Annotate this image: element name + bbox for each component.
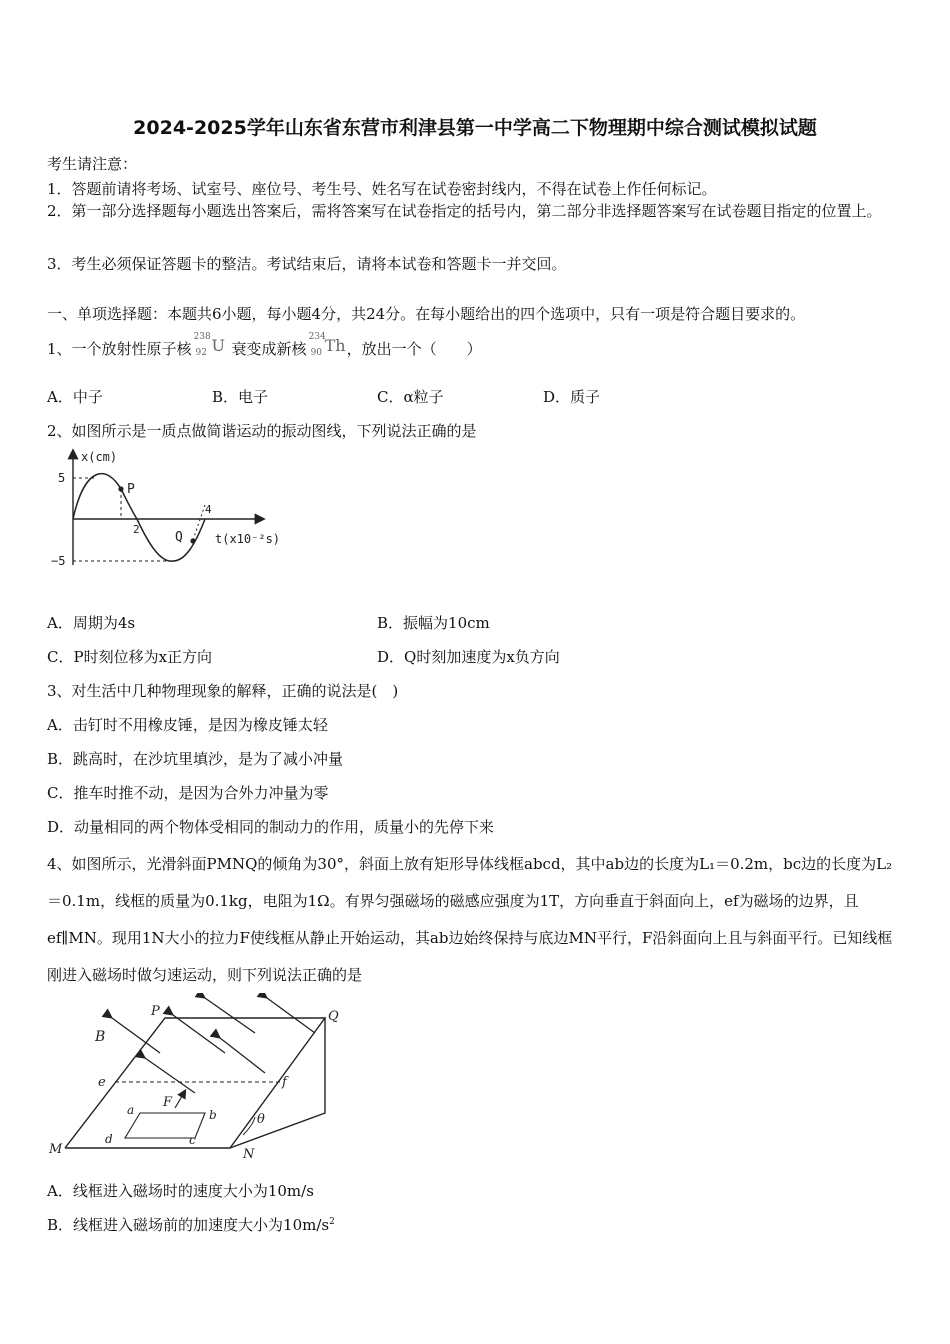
label-f: f bbox=[282, 1075, 287, 1090]
label-c: c bbox=[189, 1133, 196, 1147]
label-b-field: B bbox=[95, 1029, 106, 1045]
section-heading: 一、单项选择题：本题共6小题，每小题4分，共24分。在每小题给出的四个选项中，只有一项是符合题目要求的。 bbox=[47, 305, 806, 323]
angle-arc bbox=[243, 1117, 255, 1135]
force-arrow bbox=[175, 1091, 185, 1108]
q1-text-post: ，放出一个（ ） bbox=[346, 340, 482, 358]
label-p: P bbox=[151, 1004, 160, 1019]
q1-option-c: C．α粒子 bbox=[377, 388, 444, 406]
field-line-6 bbox=[145, 1058, 195, 1093]
incline-figure bbox=[45, 993, 355, 1163]
question-1 bbox=[47, 332, 482, 364]
oscillation-graph bbox=[45, 445, 295, 575]
q2-option-d: D．Q时刻加速度为x负方向 bbox=[377, 648, 560, 666]
nuclide-symbol: U bbox=[211, 336, 226, 355]
nuclide-atomic-number: 90 bbox=[310, 348, 323, 358]
y-tick-minus5: −5 bbox=[51, 554, 66, 568]
nuclide-mass-number: 234 bbox=[308, 332, 326, 342]
point-q-dot bbox=[190, 538, 195, 543]
nuclide-symbol: Th bbox=[324, 336, 346, 355]
field-line-2 bbox=[173, 1015, 225, 1053]
label-m: M bbox=[49, 1142, 63, 1157]
nuclide-mass-number: 238 bbox=[193, 332, 211, 342]
label-n: N bbox=[243, 1147, 255, 1162]
q3-option-a: A．击钉时不用橡皮锤，是因为橡皮锤太轻 bbox=[47, 716, 328, 734]
q3-option-c: C．推车时推不动，是因为合外力冲量为零 bbox=[47, 784, 329, 802]
question-3: 3、对生活中几种物理现象的解释，正确的说法是( ) bbox=[47, 682, 399, 700]
field-line-4 bbox=[267, 998, 315, 1033]
notice-item-1: 1．答题前请将考场、试室号、座位号、考生号、姓名写在试卷密封线内，不得在试卷上作任何标记。 bbox=[47, 180, 717, 198]
q4-option-b-text: B．线框进入磁场前的加速度大小为10m/s bbox=[47, 1216, 330, 1234]
field-line-3 bbox=[205, 998, 255, 1033]
q2-option-a: A．周期为4s bbox=[47, 614, 136, 632]
y-axis-label: x(cm) bbox=[81, 450, 118, 464]
x-tick-2: 2 bbox=[133, 523, 140, 536]
label-force: F bbox=[163, 1095, 173, 1110]
nuclide-th234 bbox=[307, 332, 347, 364]
label-q: Q bbox=[328, 1009, 339, 1024]
notice-item-2: 2．第一部分选择题每小题选出答案后，需将答案写在试卷指定的括号内，第二部分非选择题答案写在试卷题目指定的位置上。 bbox=[47, 202, 882, 220]
q3-option-b: B．跳高时，在沙坑里填沙，是为了减小冲量 bbox=[47, 750, 344, 768]
q4-option-b bbox=[47, 1214, 335, 1235]
q4-option-b-superscript: 2 bbox=[329, 1217, 335, 1227]
label-d: d bbox=[105, 1132, 113, 1146]
q1-text-pre: 1、一个放射性原子核 bbox=[47, 340, 192, 358]
point-p-dot bbox=[118, 486, 123, 491]
point-q-label: Q bbox=[175, 530, 183, 545]
q4-option-a: A．线框进入磁场时的速度大小为10m/s bbox=[47, 1182, 314, 1200]
y-tick-5: 5 bbox=[58, 471, 66, 485]
question-4: 4、如图所示，光滑斜面PMNQ的倾角为30°，斜面上放有矩形导体线框abcd，其中ab边的长度为L₁＝0.2m，bc边的长度为L₂＝0.1m，线框的质量为0.1kg，电阻为1Ω。有界匀强磁场的磁感应强度为1T，方向垂直于斜面向上，ef为磁场的边界，且ef∥MN。现用1N大小的拉力F使线框从静止开始运动，其ab边始终保持与底边MN平行，F沿斜面向上且与斜面平行。已知线框刚进入磁场时做匀速运动，则下列说法正确的是 bbox=[47, 855, 893, 984]
label-a: a bbox=[127, 1103, 135, 1117]
q1-option-a: A．中子 bbox=[47, 388, 103, 406]
notice-heading: 考生请注意： bbox=[47, 155, 138, 173]
sine-curve bbox=[73, 474, 205, 562]
label-e: e bbox=[98, 1075, 106, 1090]
nuclide-atomic-number: 92 bbox=[195, 348, 207, 358]
nuclide-u238 bbox=[192, 332, 232, 364]
page-title: 2024-2025学年山东省东营市利津县第一中学高二下物理期中综合测试模拟试题 bbox=[133, 117, 817, 139]
q3-option-d: D．动量相同的两个物体受相同的制动力的作用，质量小的先停下来 bbox=[47, 818, 495, 836]
q2-option-c: C．P时刻位移为x正方向 bbox=[47, 648, 213, 666]
notice-item-3: 3．考生必须保证答题卡的整洁。考试结束后，请将本试卷和答题卡一并交回。 bbox=[47, 255, 567, 273]
label-b: b bbox=[209, 1108, 217, 1122]
field-line-1 bbox=[112, 1018, 160, 1053]
q1-text-mid: 衰变成新核 bbox=[231, 340, 307, 358]
x-axis-label: t(x10⁻²s) bbox=[215, 532, 281, 546]
q1-option-d: D．质子 bbox=[543, 388, 601, 406]
x-tick-4: 4 bbox=[205, 503, 212, 516]
point-p-label: P bbox=[127, 482, 135, 497]
q1-option-b: B．电子 bbox=[212, 388, 269, 406]
q2-option-b: B．振幅为10cm bbox=[377, 614, 490, 632]
field-line-5 bbox=[220, 1038, 265, 1073]
question-2: 2、如图所示是一质点做简谐运动的振动图线，下列说法正确的是 bbox=[47, 422, 477, 440]
label-theta: θ bbox=[257, 1112, 265, 1127]
